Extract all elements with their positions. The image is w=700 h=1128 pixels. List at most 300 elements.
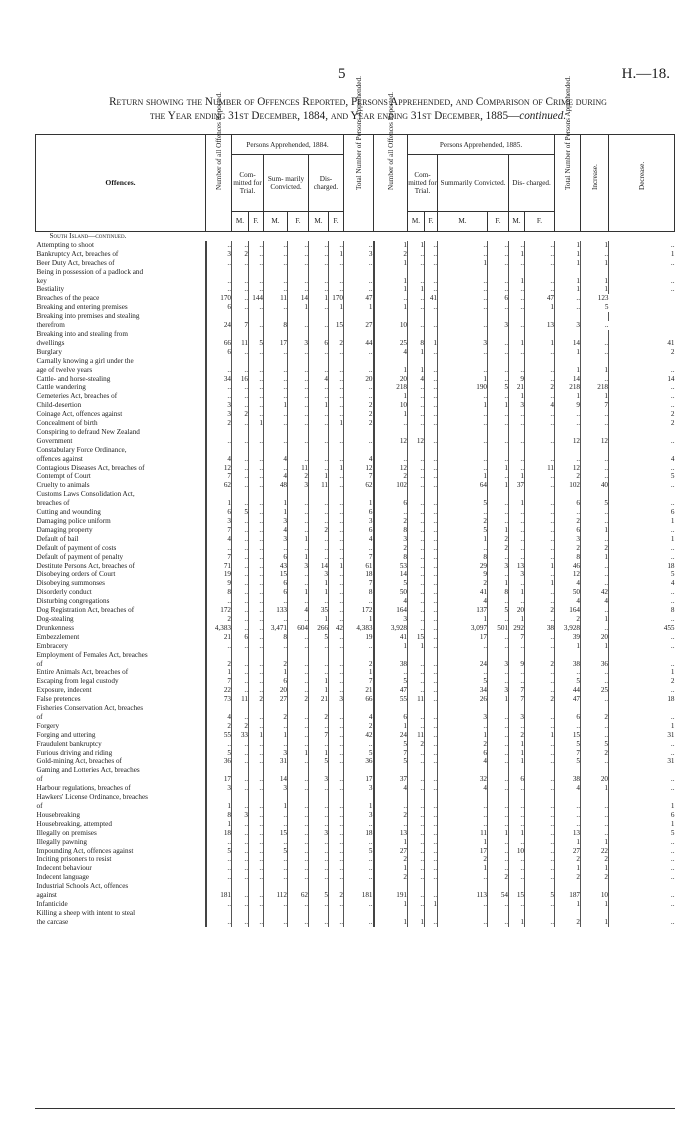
table-cell: 2	[555, 472, 581, 481]
table-row	[36, 544, 675, 553]
table-cell	[232, 882, 249, 891]
table-cell: 5	[488, 383, 509, 392]
table-cell: ..	[232, 740, 249, 749]
table-cell	[206, 909, 232, 918]
table-cell: ..	[525, 526, 555, 535]
table-cell	[264, 766, 288, 775]
offence-name: Burglary	[36, 347, 62, 356]
table-cell: ..	[249, 570, 264, 579]
table-cell: ..	[329, 375, 344, 384]
table-cell: 2	[232, 722, 249, 731]
committed-1884-header: Com- mitted for Trial.	[232, 155, 264, 211]
table-cell: 1	[488, 401, 509, 410]
table-cell: 24	[374, 731, 408, 740]
table-cell	[232, 357, 249, 366]
table-cell	[264, 357, 288, 366]
table-cell: ..	[249, 811, 264, 820]
table-row	[36, 820, 675, 829]
table-row	[36, 526, 675, 535]
table-row	[36, 303, 675, 312]
m-header: M.	[232, 211, 249, 231]
table-row	[36, 749, 675, 758]
offence-name: Furious driving and riding	[36, 748, 113, 757]
table-cell: ..	[329, 535, 344, 544]
table-cell: ..	[232, 918, 249, 927]
table-cell: 38	[525, 624, 555, 633]
table-cell: 14	[374, 570, 408, 579]
table-cell: ..	[309, 508, 329, 517]
table-cell: ..	[609, 277, 675, 286]
table-cell: ..	[438, 642, 488, 651]
table-row	[36, 321, 675, 330]
offence-name: dwellings	[36, 338, 65, 347]
table-cell: ..	[609, 366, 675, 375]
offence-name: Industrial Schools Act, offences	[36, 882, 129, 891]
table-cell: 1	[581, 392, 609, 401]
table-cell: ..	[232, 277, 249, 286]
table-cell: ..	[525, 668, 555, 677]
table-cell: 6	[206, 348, 232, 357]
table-cell: 17	[264, 339, 288, 348]
table-cell: 20	[374, 375, 408, 384]
table-cell	[329, 428, 344, 437]
table-cell: 6	[374, 499, 408, 508]
table-cell: 54	[488, 891, 509, 900]
table-cell: ..	[488, 784, 509, 793]
table-cell	[344, 268, 374, 277]
table-cell: 1	[344, 499, 374, 508]
table-cell: ..	[408, 588, 425, 597]
table-cell: 5	[249, 339, 264, 348]
table-cell: 1	[374, 918, 408, 927]
table-cell	[329, 357, 344, 366]
table-cell	[264, 793, 288, 802]
table-cell: 187	[555, 891, 581, 900]
table-cell: ..	[488, 499, 509, 508]
table-cell: 8	[374, 553, 408, 562]
table-cell: ..	[488, 713, 509, 722]
table-row	[36, 740, 675, 749]
table-cell: ..	[249, 668, 264, 677]
table-cell: 25	[581, 686, 609, 695]
table-cell: ..	[249, 277, 264, 286]
table-cell: ..	[438, 410, 488, 419]
table-cell: ..	[581, 562, 609, 571]
table-cell: ..	[408, 873, 425, 882]
table-cell: 14	[555, 339, 581, 348]
table-cell: 9	[206, 579, 232, 588]
table-cell: 102	[555, 481, 581, 490]
table-cell: ..	[249, 535, 264, 544]
table-cell	[438, 651, 488, 660]
table-cell: 7	[509, 695, 525, 704]
table-cell: ..	[581, 695, 609, 704]
table-cell	[525, 704, 555, 713]
table-cell: 39	[555, 633, 581, 642]
table-cell: ..	[509, 285, 525, 294]
table-cell: ..	[206, 366, 232, 375]
table-cell: ..	[249, 847, 264, 856]
table-cell: 1	[438, 838, 488, 847]
table-cell	[329, 651, 344, 660]
table-cell: 41	[425, 294, 438, 303]
table-row	[36, 660, 675, 669]
table-cell	[232, 704, 249, 713]
table-cell: 8	[555, 553, 581, 562]
table-cell: ..	[264, 303, 288, 312]
table-cell: 2	[206, 615, 232, 624]
table-cell: ..	[288, 660, 309, 669]
table-row	[36, 419, 675, 428]
table-cell: 3	[264, 784, 288, 793]
table-cell: ..	[249, 517, 264, 526]
table-cell	[288, 357, 309, 366]
table-cell: ..	[438, 285, 488, 294]
table-cell	[425, 446, 438, 455]
table-cell: 3	[288, 562, 309, 571]
table-cell: 8	[488, 588, 509, 597]
table-cell: ..	[425, 410, 438, 419]
table-cell: 71	[206, 562, 232, 571]
table-cell: ..	[264, 873, 288, 882]
table-cell: ..	[344, 864, 374, 873]
table-cell: ..	[509, 668, 525, 677]
table-cell: ..	[232, 437, 249, 446]
table-cell: ..	[425, 855, 438, 864]
table-cell: 4	[525, 401, 555, 410]
table-cell: 20	[581, 775, 609, 784]
table-cell: 2	[374, 472, 408, 481]
table-cell: 11	[438, 829, 488, 838]
table-cell: 1	[438, 615, 488, 624]
table-cell: ..	[425, 535, 438, 544]
table-cell: ..	[609, 660, 675, 669]
table-row	[36, 392, 675, 401]
table-cell: ..	[509, 303, 525, 312]
offence-name: Default of payment of costs	[36, 543, 117, 552]
offence-name: Damaging property	[36, 525, 93, 534]
table-cell: ..	[425, 864, 438, 873]
table-cell: 1	[581, 277, 609, 286]
table-row	[36, 366, 675, 375]
table-cell: ..	[288, 526, 309, 535]
table-cell: 6	[555, 499, 581, 508]
table-cell: 11	[288, 464, 309, 473]
table-cell: ..	[488, 838, 509, 847]
table-cell: 123	[581, 294, 609, 303]
table-cell: 38	[555, 660, 581, 669]
table-cell: ..	[329, 873, 344, 882]
table-cell: ..	[249, 499, 264, 508]
table-cell	[488, 704, 509, 713]
table-cell: ..	[555, 419, 581, 428]
table-cell: ..	[264, 437, 288, 446]
table-cell: 18	[206, 829, 232, 838]
table-cell: ..	[264, 864, 288, 873]
table-cell: 64	[438, 481, 488, 490]
table-cell: 61	[344, 562, 374, 571]
table-cell: ..	[408, 294, 425, 303]
table-cell: 2	[344, 410, 374, 419]
f-header: F.	[425, 211, 438, 231]
table-cell: ..	[329, 775, 344, 784]
offence-name: key	[36, 276, 47, 285]
table-cell: 1	[525, 303, 555, 312]
table-cell: ..	[509, 455, 525, 464]
document-reference: H.—18.	[621, 66, 670, 82]
table-cell: 4	[374, 597, 408, 606]
table-cell: ..	[249, 579, 264, 588]
table-cell: 2	[581, 544, 609, 553]
table-cell: ..	[609, 633, 675, 642]
table-cell: ..	[425, 375, 438, 384]
table-cell: ..	[344, 597, 374, 606]
table-row	[36, 259, 675, 268]
table-cell	[555, 330, 581, 339]
table-cell: ..	[329, 285, 344, 294]
table-cell	[249, 357, 264, 366]
table-cell: ..	[249, 392, 264, 401]
table-cell: ..	[438, 419, 488, 428]
table-cell	[525, 312, 555, 321]
table-cell: 11	[309, 481, 329, 490]
offence-name: Dog-stealing	[36, 614, 74, 623]
table-cell: ..	[232, 891, 249, 900]
table-cell: 4	[438, 784, 488, 793]
table-cell: ..	[309, 303, 329, 312]
offence-name: Contagious Diseases Act, breaches of	[36, 463, 145, 472]
table-cell: ..	[525, 517, 555, 526]
table-cell: 5	[555, 757, 581, 766]
table-cell: ..	[288, 579, 309, 588]
m-header: M.	[509, 211, 525, 231]
table-cell: ..	[264, 820, 288, 829]
table-row	[36, 651, 675, 660]
table-cell: 1	[581, 241, 609, 250]
table-cell: 22	[581, 847, 609, 856]
table-cell	[329, 490, 344, 499]
table-cell: ..	[525, 570, 555, 579]
table-cell: 12	[374, 464, 408, 473]
table-cell: ..	[288, 517, 309, 526]
table-cell: 14	[309, 562, 329, 571]
table-cell: ..	[525, 472, 555, 481]
table-cell: ..	[488, 339, 509, 348]
table-cell	[329, 882, 344, 891]
table-cell: 2	[609, 410, 675, 419]
table-cell: ..	[329, 918, 344, 927]
offence-name: Conspiring to defraud New Zealand	[36, 427, 140, 436]
table-cell: ..	[329, 517, 344, 526]
table-cell: ..	[232, 544, 249, 553]
table-cell: 1	[509, 250, 525, 259]
table-cell: 1	[488, 464, 509, 473]
table-cell: ..	[344, 873, 374, 882]
table-cell: ..	[609, 499, 675, 508]
table-cell: ..	[555, 410, 581, 419]
table-cell: 2	[555, 918, 581, 927]
table-cell: ..	[249, 464, 264, 473]
table-cell: ..	[488, 740, 509, 749]
table-cell: ..	[309, 392, 329, 401]
table-cell	[488, 766, 509, 775]
table-cell: ..	[264, 597, 288, 606]
table-cell	[309, 428, 329, 437]
table-cell: 21	[509, 383, 525, 392]
table-cell: 5	[525, 891, 555, 900]
table-cell: 455	[609, 624, 675, 633]
table-cell: 6	[609, 508, 675, 517]
offence-name: Harbour regulations, breaches of	[36, 784, 131, 793]
offence-name: Child-desertion	[36, 401, 82, 410]
table-cell	[581, 766, 609, 775]
table-cell: ..	[488, 757, 509, 766]
table-cell: ..	[509, 259, 525, 268]
table-cell: ..	[232, 562, 249, 571]
table-cell: 1	[264, 508, 288, 517]
table-cell: ..	[264, 348, 288, 357]
offence-name: Default of payment of penalty	[36, 552, 124, 561]
table-cell: 1	[374, 722, 408, 731]
table-row	[36, 285, 675, 294]
table-cell	[232, 446, 249, 455]
table-cell: 1	[344, 802, 374, 811]
table-cell: ..	[438, 811, 488, 820]
offence-name: Contempt of Court	[36, 472, 91, 481]
table-cell	[374, 909, 408, 918]
table-cell: ..	[329, 392, 344, 401]
table-cell: 4	[344, 455, 374, 464]
table-cell: 8	[609, 606, 675, 615]
table-row	[36, 499, 675, 508]
table-cell	[509, 312, 525, 321]
table-cell: ..	[249, 303, 264, 312]
table-cell	[206, 330, 232, 339]
table-cell	[344, 330, 374, 339]
table-cell	[425, 428, 438, 437]
table-row	[36, 250, 675, 259]
table-cell	[344, 651, 374, 660]
table-cell: 7	[555, 749, 581, 758]
table-cell: 24	[206, 321, 232, 330]
table-cell: ..	[408, 802, 425, 811]
offence-name: Bankruptcy Act, breaches of	[36, 249, 119, 258]
table-cell: ..	[249, 508, 264, 517]
table-cell: ..	[509, 811, 525, 820]
table-cell	[438, 357, 488, 366]
table-cell: 17	[438, 847, 488, 856]
table-cell: ..	[288, 677, 309, 686]
offence-name: Impounding Act, offences against	[36, 846, 134, 855]
table-cell	[425, 766, 438, 775]
table-cell: ..	[288, 864, 309, 873]
table-cell: ..	[309, 348, 329, 357]
table-cell: 4	[555, 579, 581, 588]
table-cell: ..	[488, 553, 509, 562]
table-row	[36, 731, 675, 740]
table-cell: ..	[288, 802, 309, 811]
table-cell: ..	[329, 686, 344, 695]
table-cell: ..	[309, 918, 329, 927]
table-cell: ..	[206, 241, 232, 250]
table-cell: 2	[525, 383, 555, 392]
table-cell: ..	[425, 392, 438, 401]
table-cell: 1	[206, 802, 232, 811]
table-cell: ..	[374, 419, 408, 428]
table-row	[36, 686, 675, 695]
table-cell	[206, 882, 232, 891]
table-cell: ..	[408, 838, 425, 847]
table-cell: ..	[438, 722, 488, 731]
table-cell: 2	[374, 250, 408, 259]
table-cell: 2	[609, 348, 675, 357]
table-cell: ..	[264, 392, 288, 401]
table-cell: 1	[555, 241, 581, 250]
table-cell: ..	[555, 455, 581, 464]
table-cell: 5	[438, 526, 488, 535]
table-cell	[309, 651, 329, 660]
table-cell: 1	[509, 392, 525, 401]
table-cell: 6	[344, 508, 374, 517]
table-cell: ..	[488, 677, 509, 686]
table-cell: ..	[206, 392, 232, 401]
table-cell: ..	[206, 873, 232, 882]
table-cell: 1	[488, 829, 509, 838]
table-cell: ..	[425, 588, 438, 597]
table-cell	[425, 312, 438, 321]
table-cell: 36	[206, 757, 232, 766]
table-cell	[581, 428, 609, 437]
table-cell: ..	[525, 749, 555, 758]
table-cell	[329, 312, 344, 321]
table-cell: ..	[525, 838, 555, 847]
table-cell: ..	[525, 419, 555, 428]
table-cell: 5	[264, 847, 288, 856]
table-cell: ..	[525, 392, 555, 401]
table-cell: ..	[488, 570, 509, 579]
total-1885-header: Total Number of Persons Apprehended.	[555, 135, 581, 232]
table-cell: 2	[309, 526, 329, 535]
reported-1884-header: Number of all Offences Reported.	[206, 135, 232, 232]
table-cell: ..	[288, 838, 309, 847]
table-cell: ..	[206, 855, 232, 864]
table-cell: ..	[581, 668, 609, 677]
table-cell: 2	[525, 606, 555, 615]
table-cell: 1	[264, 731, 288, 740]
table-cell	[438, 312, 488, 321]
table-cell: ..	[264, 838, 288, 847]
table-row	[36, 775, 675, 784]
table-cell: ..	[425, 508, 438, 517]
table-cell: ..	[408, 535, 425, 544]
table-cell: ..	[425, 606, 438, 615]
table-cell: 21	[309, 695, 329, 704]
table-cell: ..	[525, 677, 555, 686]
table-cell	[525, 446, 555, 455]
table-cell: ..	[232, 749, 249, 758]
table-cell: 20	[264, 686, 288, 695]
table-cell	[509, 268, 525, 277]
table-cell	[264, 268, 288, 277]
table-bottom-rule	[35, 1108, 675, 1109]
table-cell: 42	[329, 624, 344, 633]
table-cell: ..	[329, 383, 344, 392]
table-cell	[329, 766, 344, 775]
table-cell: ..	[525, 553, 555, 562]
table-cell	[374, 793, 408, 802]
table-cell: ..	[581, 802, 609, 811]
table-cell: 12	[374, 437, 408, 446]
